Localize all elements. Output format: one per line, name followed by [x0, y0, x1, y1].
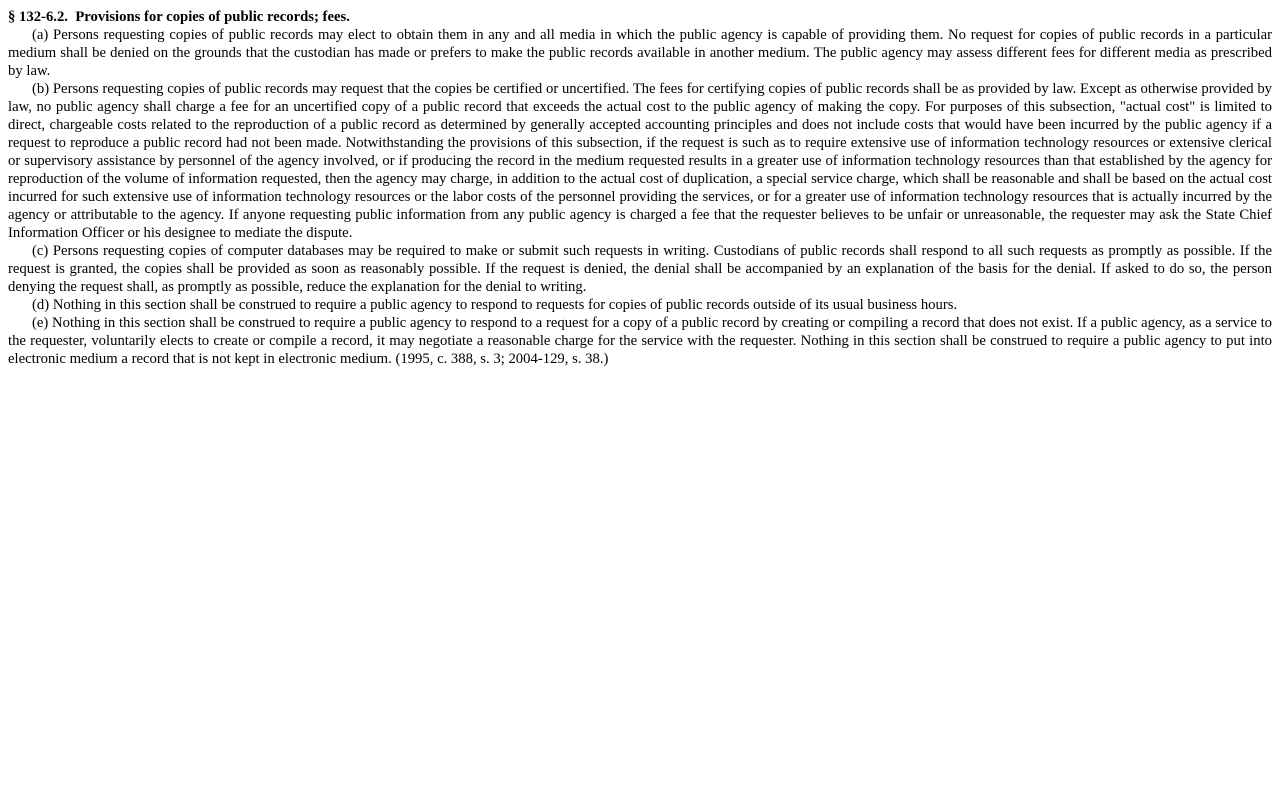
- section-title: Provisions for copies of public records; fees.: [75, 9, 350, 25]
- subsection-text: Nothing in this section shall be construed to require a public agency to respond to requests for copies of public records outside of its usual business hours.: [52, 297, 958, 313]
- subsection-b: [8, 80, 1272, 242]
- subsection-text: Persons requesting copies of computer databases may be required to make or submit such requests in writing. Custodians of public records shall respond to all such requests as promptly as possible. If the request is granted, the copies shall be provided as soon as reasonably possible. If the request is denied, the denial shall be accompanied by an explanation of the basis for the denial. If asked to do so, the person denying the request shall, as promptly as possible, reduce the explanation for the denial to writing.: [8, 243, 1272, 295]
- statute-document: [8, 8, 1272, 368]
- subsection-label: (e): [32, 315, 49, 331]
- section-number: § 132-6.2.: [8, 9, 68, 25]
- subsection-label: (a): [32, 27, 49, 43]
- subsection-e: [8, 314, 1272, 368]
- subsection-c: [8, 242, 1272, 296]
- section-heading: [8, 8, 1272, 26]
- subsection-label: (d): [32, 297, 50, 313]
- subsection-text: Persons requesting copies of public records may request that the copies be certified or uncertified. The fees for certifying copies of public records shall be as provided by law. Except as otherwise provided by law, no public agency shall charge a fee for an uncertified copy of a public record that exceeds the actual cost to the public agency of making the copy. For purposes of this subsection, "actual cost" is limited to direct, chargeable costs related to the reproduction of a public record as determined by generally accepted accounting principles and does not include costs that would have been incurred by the public agency if a request to reproduce a public record had not been made. Notwithstanding the provisions of this subsection, if the request is such as to require extensive use of information technology resources or extensive clerical or supervisory assistance by personnel of the agency involved, or if producing the record in the medium requested results in a greater use of information technology resources than that established by the agency for reproduction of the volume of information requested, then the agency may charge, in addition to the actual cost of duplication, a special service charge, which shall be reasonable and shall be based on the actual cost incurred for such extensive use of information technology resources or the labor costs of the personnel providing the services, or for a greater use of information technology resources that is actually incurred by the agency or attributable to the agency. If anyone requesting public information from any public agency is charged a fee that the requester believes to be unfair or unreasonable, the requester may ask the State Chief Information Officer or his designee to mediate the dispute.: [8, 81, 1273, 241]
- subsection-text: Nothing in this section shall be construed to require a public agency to respond to a request for a copy of a public record by creating or compiling a record that does not exist. If a public agency, as a service to the requester, voluntarily elects to create or compile a record, it may negotiate a reasonable charge for the service with the requester. Nothing in this section shall be construed to require a public agency to put into electronic medium a record that is not kept in electronic medium. (1995, c. 388, s. 3; 2004-129, s. 38.): [8, 315, 1272, 367]
- subsection-a: [8, 26, 1272, 80]
- subsection-d: [8, 296, 1272, 314]
- subsection-label: (b): [32, 81, 50, 97]
- subsection-text: Persons requesting copies of public records may elect to obtain them in any and all media in which the public agency is capable of providing them. No request for copies of public records in a particular medium shall be denied on the grounds that the custodian has made or prefers to make the public records available in another medium. The public agency may assess different fees for different media as prescribed by law.: [8, 27, 1272, 79]
- subsection-label: (c): [32, 243, 49, 259]
